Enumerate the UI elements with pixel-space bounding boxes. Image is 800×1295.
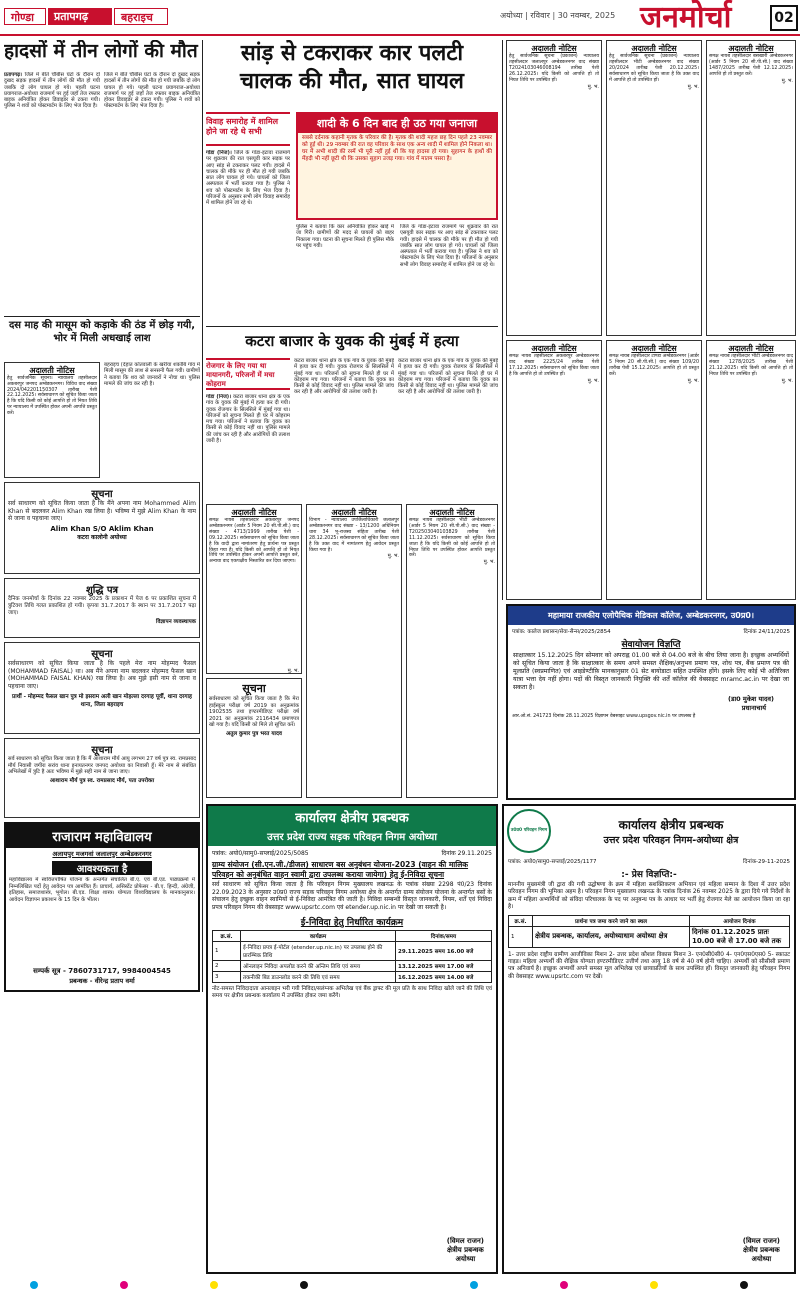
notice-mid-1-sign: मु. भ. xyxy=(287,668,299,674)
recruitment-venue-table xyxy=(508,915,790,948)
notice-right-4-title: अदालती नोटिस xyxy=(531,344,577,353)
table-cell: 29.11.2025 समय 16.00 बजे xyxy=(396,942,492,961)
medical-ad xyxy=(506,604,796,800)
notice-right-5-body: समक्ष नायब तहसीलदार टाण्डा अम्बेडकरनगर (आर्डर 5 नियम 20 सी.पी.सी.) वाद संख्या 109/20 तारीख पेशी 15.12.2025। आपत्ति हो तो प्रस्तुत करें। xyxy=(609,354,699,377)
table-cell: 2 xyxy=(213,961,241,972)
katra-headline: कटरा बाजार के युवक की मुंबई में हत्या xyxy=(245,332,459,350)
upsrtc-right-sign-place: अयोध्या xyxy=(751,1255,772,1263)
upsrtc-left-sign-title: क्षेत्रीय प्रबन्धक xyxy=(446,1246,484,1254)
alim-body: सर्व साधारण को सूचित किया जाता है कि मैंने अपना नाम Mohammed Alim Khan से बदलकर Alim Khan रख लिया है। भविष्य में मुझे Alim Khan के नाम से जाना व पहचाना जाए। xyxy=(8,500,196,522)
upsrtc-right-body: माननीय मुख्यमंत्री जी द्वारा की गयी उद्घोषणा के क्रम में महिला सशक्तिकरण अभियान एवं महिला सम्मान के दिशा में उत्तर प्रदेश परिवहन निगम की भूमिका अहम है। परिवहन निगम मुख्यालय लखनऊ के पत्रांक दिनांक 26 नवम्बर 2025 के द्वारा दिये गये निर्देशों के क्रम में महिला अभ्यर्थियों को संविदा परिचालक के पद पर अनुबन्ध पत्र के आधार पर भर्ती हेतु रोजगार मेले का आयोजन किया जा रहा है। xyxy=(508,882,790,911)
college-contact: सम्पर्क सूत्र - 7860731717, 9984004545 xyxy=(33,967,171,975)
notice-left xyxy=(4,362,100,478)
alim-place: कटरा कालोनी अयोध्या xyxy=(77,533,127,541)
col1-text-cont: जिले में बीते चौबीस घंटों के दौरान दो दुखद सड़क हादसों में तीन लोगों की मौत हो गयी जबकि दो लोग घायल हो गये। पहली घटना प्रयागराज-अयोध्या राजमार्ग पर हुई जहाँ तेज रफ्तार बाइक अनियंत्रित होकर डिवाइडर से टकरा गयी। पुलिस ने शवों को पोस्टमार्टम के लिए भेज दिया है। xyxy=(104,72,200,110)
notice-ashram xyxy=(4,738,200,818)
notice-right-6 xyxy=(706,340,796,600)
ashram-body: सर्व साधारण को सूचित किया जाता है कि मैं आशाराम मौर्य आयु लगभग 27 वर्ष पुत्र स्व. रामप्रसाद मौर्य निवासी जगीरा सरांव थाना इनायतनगर जनपद अयोध्या का निवासी हूँ। मेरे नाम से संबंधित अभिलेखों में त्रुटि है अतः भविष्य में मुझे सही नाम से जाना जाए। xyxy=(8,756,196,776)
main-headline-wrap xyxy=(206,40,498,110)
katra-headline-wrap xyxy=(206,330,498,354)
college-need: आवश्यकता है xyxy=(52,861,152,875)
main-body3b: जिले के गोंडा-इटावा राजमार्ग पर शुक्रवार की रात एसयूवी कार सड़क पर आए सांड़ से टकराकर पलट गयी। हादसे में चालक की मौके पर ही मौत हो गयी जबकि सात लोग घायल हो गये। घायलों को जिला अस्पताल में भर्ती कराया गया है। पुलिस ने शव को पोस्टमार्टम के लिए भेज दिया है। परिजनों के अनुसार सभी लोग विवाह समारोह में शामिल होने जा रहे थे। xyxy=(400,224,498,268)
notice-right-5 xyxy=(606,340,702,600)
table-cell: ई-निविदा प्रपत्र ई-पोर्टल (etender.up.nic.in) पर उपलब्ध होने की प्रारम्भिक तिथि xyxy=(241,942,396,961)
notice-mid-2-body: सर्वसाधारण को सूचित किया जाता है कि मेरा हाईस्कूल परीक्षा वर्ष 2019 का अनुक्रमांक 1902535 तथा इण्टरमीडिएट परीक्षा वर्ष 2021 का अनुक्रमांक 2116434 प्रमाणपत्र खो गया है। यदि किसी को मिले तो सूचित करें। xyxy=(209,696,299,729)
notice-alim-khan xyxy=(4,482,200,574)
katra-place: गोंडा (निज)। xyxy=(206,394,232,400)
notice-mid-4-title: अदालती नोटिस xyxy=(429,508,475,517)
table-header-cell: दिनांक/समय xyxy=(396,931,492,942)
wedding-box-body: सबसे दर्दनाक कहानी मृतक के परिवार की है। मृतक की शादी महज छह दिन पहले 23 नवम्बर को हुई थी। 29 नवम्बर की रात वह परिवार के साथ एक अन्य शादी में शामिल होने निकला था। घर में अभी शादी की रस्में भी पूरी नहीं हुई थीं कि यह हादसा हो गया। सुहागन के हाथों की मेंहदी भी नहीं छूटी थी कि उसका सुहाग उजड़ गया। गांव में मातम पसरा है। xyxy=(302,135,492,162)
notice-left-title: अदालती नोटिस xyxy=(29,366,75,375)
katra-body-a xyxy=(206,394,290,498)
notice-mid-1-body: समक्ष नायब तहसीलदार अकबरपुर जनपद अम्बेडकरनगर (आर्डर 5 नियम 20 सी.पी.सी.) वाद संख्या - 4713/1999 तारीख पेशी - 09.12.2025। सर्वसाधारण को सूचित किया जाता है कि वादी द्वारा नामांतरण हेतु प्रार्थना पत्र प्रस्तुत किया गया है। यदि किसी को आपत्ति हो तो नियत तिथि पर उपस्थित होकर अपनी आपत्ति प्रस्तुत करें, अन्यथा वाद एकपक्षीय निस्तारित कर दिया जाएगा। xyxy=(209,518,299,565)
notice-right-5-title: अदालती नोटिस xyxy=(631,344,677,353)
faisal-title: सूचना xyxy=(91,649,113,660)
print-mark-icon xyxy=(740,1281,748,1289)
table-header-cell: आयोजन दिनांक xyxy=(690,915,790,926)
katra-body-c: कटरा बाजार थाना क्षेत्र के एक गांव के युवक की मुंबई में हत्या कर दी गयी। युवक रोजगार के सिलसिले में मुंबई गया था। परिजनों को सूचना मिलते ही घर में कोहराम मच गया। परिजनों ने बताया कि युवक का किसी से कोई विवाद नहीं था। पुलिस मामले की जांच कर रही है और आरोपियों की तलाश जारी है। xyxy=(398,358,498,396)
wedding-box xyxy=(296,112,498,220)
notice-right-3-title: अदालती नोटिस xyxy=(728,44,774,53)
faisal-signer: प्रार्थी - मोहम्मद फैसल खान पुत्र मो इसराम अली खान मोहल्ला दरगाह पूर्वी, थाना दरगाह थाना, जिला बहराइच xyxy=(12,694,192,709)
notice-mid-1 xyxy=(206,504,302,674)
katra-body: कटरा बाजार थाना क्षेत्र के एक गांव के युवक की मुंबई में हत्या कर दी गयी। युवक रोजगार के सिलसिले में मुंबई गया था। परिजनों को सूचना मिलते ही घर में कोहराम मच गया। परिजनों ने बताया कि युवक का किसी से कोई विवाद नहीं था। पुलिस मामले की जांच कर रही है और आरोपियों की तलाश जारी है। xyxy=(206,394,290,445)
notice-mid-3 xyxy=(306,504,402,798)
notice-mid-3-sign: मु. भ. xyxy=(387,553,399,560)
col1-body2: बहराइच (देहात कोतवाली के खरीया शकोबि गांव में मिली मासूम की लाश से सनसनी फैल गयी। ग्रामीणों ने बताया कि शव को जानवरों ने नोचा था। पुलिस मामले की जांच कर रही है। xyxy=(104,362,200,387)
notice-right-6-sign: मु. भ. xyxy=(781,377,793,384)
main-place: गोंडा (निज)। xyxy=(206,150,232,156)
table-cell: ऑनलाइन निविदा अपलोड करने की अन्तिम तिथि एवं समय xyxy=(241,961,396,972)
alim-signer: Alim Khan S/O Aklim Khan xyxy=(50,524,154,533)
print-mark-icon xyxy=(470,1281,478,1289)
notice-right-1-body: हेतु सार्वजनिक सूचना (प्रकाशन) न्यायालय तहसीलदार जलालपुर अम्बेडकरनगर वाद संख्या T2024103046008194 तारीख पेशी 26.12.2025। यदि किसी को आपत्ति हो तो नियत तिथि पर उपस्थित हों। xyxy=(509,54,599,83)
notice-right-3-sign: मु. भ. xyxy=(781,77,793,84)
upsrtc-right-sign xyxy=(743,1237,780,1264)
faisal-body: सर्वसाधारण को सूचित किया जाता है कि पहले मेरा नाम मोहम्मद फैसल (MOHAMMAD FAISAL) था। अब मैंने अपना नाम बदलकर मोहम्मद फैसल खान (MOHAMMAD FAISAL KHAN) रख लिया है। अब मुझे इसी नाम से जाना व पहचाना जाए। xyxy=(8,660,196,690)
upsrtc-logo-icon xyxy=(507,809,551,853)
upsrtc-left-table-title: ई-निविदा हेतु निर्धारित कार्यक्रम xyxy=(300,918,404,929)
medical-sign-title: प्रधानाचार्य xyxy=(741,704,766,712)
notice-mid-3-body: विभाग - न्यायालय उपजिलाधिकारी जलालपुर अम्बेडकरनगर वाद संख्या - 13/1200 अधिनियम धारा 34 भू-राजस्व संहिता तारीख पेशी 28.12.2025। सर्वसाधारण को सूचित किया जाता है कि उक्त वाद में नामांतरण हेतु आवेदन प्रस्तुत किया गया है। xyxy=(309,518,399,553)
notice-right-1-sign: मु. भ. xyxy=(587,83,599,90)
notice-mid-4-sign: मु. भ. xyxy=(483,559,495,566)
medical-date: दिनांक 24/11/2025 xyxy=(743,629,790,635)
upsrtc-right-head2: उत्तर प्रदेश परिवहन निगम-अयोध्या क्षेत्र xyxy=(603,835,739,846)
katra-body-b: कटरा बाजार थाना क्षेत्र के एक गांव के युवक की मुंबई में हत्या कर दी गयी। युवक रोजगार के सिलसिले में मुंबई गया था। परिजनों को सूचना मिलते ही घर में कोहराम मच गया। परिजनों ने बताया कि युवक का किसी से कोई विवाद नहीं था। पुलिस मामले की जांच कर रही है और आरोपियों की तलाश जारी है। xyxy=(294,358,394,396)
col1-headline2: दस माह की मासूम को कड़ाके की ठंड में छोड़ गयी, भोर में मिली अधखाई लाश xyxy=(8,320,196,344)
katra-side-head-text: रोजगार के लिए गया था मायानगरी, परिजनों में मचा कोहराम xyxy=(206,362,275,388)
college-ad xyxy=(4,822,200,992)
col1-text: जिले में बीते चौबीस घंटों के दौरान दो दुखद सड़क हादसों में तीन लोगों की मौत हो गयी जबकि दो लोग घायल हो गये। पहली घटना प्रयागराज-अयोध्या राजमार्ग पर हुई जहाँ तेज रफ्तार बाइक अनियंत्रित होकर डिवाइडर से टकरा गयी। पुलिस ने शवों को पोस्टमार्टम के लिए भेज दिया है। xyxy=(4,72,100,110)
notice-mid-3-title: अदालती नोटिस xyxy=(331,508,377,517)
notice-right-4-body: समक्ष नायब तहसीलदार अकबरपुर अम्बेडकरनगर वाद संख्या 2225/24 तारीख पेशी 17.12.2025। सर्वसाधारण को सूचित किया जाता है कि आपत्ति हो तो उपस्थित हों। xyxy=(509,354,599,377)
col1-body-b xyxy=(104,72,200,312)
notice-mid-1-title: अदालती नोटिस xyxy=(231,508,277,517)
main-headline-1: सांड़ से टकराकर कार पलटी xyxy=(240,41,464,66)
shuddhi-footer: विज्ञापन व्यवस्थापक xyxy=(156,619,196,625)
upsrtc-left-ref: पत्रांक: अयो0/सामु0-सप्लाई/2025/5085 xyxy=(212,850,309,857)
upsrtc-left-date: दिनांक 29.11.2025 xyxy=(441,850,492,857)
top-bar xyxy=(0,0,800,34)
table-row xyxy=(213,961,492,972)
college-body: महाविद्यालय में स्ववित्तपोषित योजना के अन्तर्गत संचालित बी.ए. एवं बी.एड. पाठ्यक्रमों में निम्नलिखित पदों हेतु आवेदन पत्र आमंत्रित हैं। प्राचार्य, असिस्टेंट प्रोफेसर - बी.ए. हिन्दी, अंग्रेजी, इतिहास, समाजशास्त्र, भूगोल। बी.एड. शिक्षा शास्त्र। योग्यता विश्वविद्यालय के मानकानुसार। आवेदन विज्ञापन प्रकाशन के 15 दिन के भीतर। xyxy=(9,877,195,903)
upsrtc-left-note: नोट-समस्त निविदादाता आनलाइन भरी गयी निविदा/सलंग्नक अभिलेख एवं बैंक ड्राफ्ट की मूल प्रति के साथ निविदा खोले जाने की तिथि एवं समय पर क्षेत्रीय प्रबन्धक कार्यालय में उपस्थित होकर जमा करेंगे। xyxy=(212,986,492,1000)
upsrtc-right-table-wrap xyxy=(504,913,794,950)
table-header-cell: क्र.सं. xyxy=(509,915,533,926)
upsrtc-right-refline xyxy=(504,856,794,866)
print-mark-icon xyxy=(560,1281,568,1289)
table-row xyxy=(213,972,492,983)
notice-right-1-title: अदालती नोटिस xyxy=(531,44,577,53)
dateline: अयोध्या | रविवार | 30 नवम्बर, 2025 xyxy=(500,11,616,20)
table-header-row xyxy=(509,915,790,926)
notice-right-3 xyxy=(706,40,796,336)
table-cell: दिनांक 01.12.2025 प्रातः 10.00 बजे से 17.00 बजे तक xyxy=(690,926,790,947)
upsrtc-left-sign-name: (विमल राजन) xyxy=(446,1237,484,1245)
tab-pratapgarh[interactable]: प्रतापगढ़ xyxy=(48,8,112,25)
upsrtc-logo-text: उ0प्र0 परिवहन निगम xyxy=(510,828,548,834)
masthead-logo: जनमोर्चा xyxy=(640,0,732,34)
upsrtc-right-date: दिनांक-29-11-2025 xyxy=(743,859,790,865)
table-cell: क्षेत्रीय प्रबन्धक, कार्यालय, अयोध्याधाम अयोध्या क्षेत्र xyxy=(533,926,690,947)
college-name: राजाराम महाविद्यालय xyxy=(6,824,198,848)
ashram-title: सूचना xyxy=(91,745,113,756)
upsrtc-tender-ad xyxy=(206,804,498,1274)
notice-right-6-body: समक्ष नायब तहसीलदार भीटी अम्बेडकरनगर वाद संख्या 1278/2025 तारीख पेशी 21.12.2025। यदि किसी को आपत्ति हो तो नियत तिथि पर उपस्थित हों। xyxy=(709,354,793,377)
upsrtc-right-ref: पत्रांक: अयो0/सामु0-सप्लाई/2025/1177 xyxy=(508,859,597,865)
upsrtc-right-sign-title: क्षेत्रीय प्रबन्धक xyxy=(742,1246,780,1254)
print-mark-icon xyxy=(120,1281,128,1289)
medical-subject: सेवायोजन विज्ञप्ति xyxy=(621,640,681,650)
shuddhi-body: दैनिक जनमोर्चा के दिनांक 22 नवम्बर 2025 के प्रकाशन में पेज 6 पर प्रकाशित सूचना में त्रुटिवश तिथि गलत प्रकाशित हो गयी। कृपया 31.7.2017 के स्थान पर 31.7.2017 पढ़ा जाए। xyxy=(8,596,196,616)
tender-schedule-table xyxy=(212,930,492,983)
medical-body: साक्षात्कार 15.12.2025 दिन सोमवार को अपराह्न 01.00 बजे से 04.00 बजे के बीच लिया जाना है। इच्छुक अभ्यर्थियों को सूचित किया जाता है कि साक्षात्कार के समय अपने समस्त शैक्षिक/अनुभव प्रमाण पत्र, शोध पत्र, बैंक प्रमाण पत्र की मूलप्रति (स्वप्रमाणित) एवं आइडेण्टीफ़ि मानकानुसार 01 सेट बायोडाटा सहित उपस्थित होंगे। इसके लिए कोई भी अतिरिक्त यात्रा भत्ता देय नहीं होगा। पदों की विस्तृत जानकारी नियुक्ति की शर्तें कॉलेज की वेबसाइट mramc.ac.in पर देखा जा सकता है। xyxy=(513,652,789,691)
upsrtc-left-refline xyxy=(208,846,496,860)
notice-shuddhi-patra xyxy=(4,578,200,638)
table-cell: 16.12.2025 समय 14.00 बजे xyxy=(396,972,492,983)
notice-right-6-title: अदालती नोटिस xyxy=(728,344,774,353)
upsrtc-right-sign-name: (विमल राजन) xyxy=(742,1237,780,1245)
col1-headline2-wrap xyxy=(4,319,200,359)
ashram-signer: आशाराम मौर्य पुत्र स्व. रामप्रसाद मौर्य, पता उपरोक्त xyxy=(49,777,155,784)
tab-bahraich[interactable]: बहराइच xyxy=(114,8,168,25)
upsrtc-press-ad xyxy=(502,804,796,1274)
medical-title: महामाया राजकीय एलोपैथिक मेडिकल कॉलेज, अम्बेडकरनगर, उ0प्र0। xyxy=(508,606,794,625)
wedding-box-head: शादी के 6 दिन बाद ही उठ गया जनाजा xyxy=(298,114,496,133)
notice-right-5-sign: मु. भ. xyxy=(687,377,699,384)
main-side-head xyxy=(206,112,290,146)
upsrtc-left-sign-place: अयोध्या xyxy=(455,1255,476,1263)
medical-ref: पत्रांक: कालेज प्रशासन/सेवा-सैन्स/2025/2854 xyxy=(512,629,611,635)
notice-mid-2-sign: अतुल कुमार पुत्र भरत यादव xyxy=(226,730,282,737)
alim-title: सूचना xyxy=(91,489,113,500)
col1-place: प्रतापगढ़। xyxy=(4,72,23,78)
college-manager: प्रबन्धक - वीरेन्द्र प्रताप वर्मा xyxy=(69,977,135,985)
medical-footer: आर.ओ.सं. 241723 दिनांक 28.11.2025 विज्ञापन वेबसाइट www.upsgov.nic.in पर उपलब्ध है xyxy=(512,714,696,719)
table-cell: 13.12.2025 समय 17.00 बजे xyxy=(396,961,492,972)
print-mark-icon xyxy=(30,1281,38,1289)
college-sub: अलायपुर मजगवां जलालपुर अम्बेडकरनगर xyxy=(52,850,152,858)
notice-left-body: हेतु सार्वजनिक सूचना। न्यायालय तहसीलदार अकबरपुर जनपद अम्बेडकरनगर। विविध वाद संख्या 2024/042201150307 तारीख पेशी 22.12.2025। सर्वसाधारण को सूचित किया जाता है कि यदि किसी को कोई आपत्ति हो तो नियत तिथि पर न्यायालय में उपस्थित होकर अपनी आपत्ति प्रस्तुत करें। xyxy=(7,376,97,416)
table-header-cell: कार्यक्रम xyxy=(241,931,396,942)
table-row xyxy=(509,926,790,947)
notice-right-2-sign: मु. भ. xyxy=(687,83,699,90)
upsrtc-right-criteria: 1- उत्तर प्रदेश राष्ट्रीय ग्रामीण आजीविका मिशन 2- उत्तर प्रदेश कौशल विकास मिशन 3- एन0सी0सी0 4- एन0एस0एस0 5- स्काउट गाइड। महिला अभ्यर्थी की शैक्षिक योग्यता इण्टरमीडिएट उत्तीर्ण तथा आयु 18 वर्ष से 40 वर्ष होनी चाहिए। अभ्यर्थी को सीसीसी प्रमाण पत्र अनिवार्य है। इच्छुक अभ्यर्थी अपने समस्त मूल अभिलेख एवं छायाप्रतियों के साथ उपस्थित हों। विस्तृत जानकारी हेतु परिवहन निगम की वेबसाइट www.upsrtc.com पर देखें। xyxy=(508,951,790,980)
main-body3: पुलिस ने बताया कि कार अनियंत्रित होकर खाई में जा गिरी। ग्रामीणों की मदद से घायलों को बाहर निकाला गया। घटना की सूचना मिलते ही पुलिस मौके पर पहुंच गयी। xyxy=(296,224,394,249)
print-mark-icon xyxy=(210,1281,218,1289)
table-cell: 1 xyxy=(509,926,533,947)
table-cell: 3 xyxy=(213,972,241,983)
upsrtc-left-head2: उत्तर प्रदेश राज्य सड़क परिवहन निगम अयोध्या xyxy=(208,828,496,846)
medical-refline xyxy=(508,625,794,637)
notice-mid-2 xyxy=(206,678,302,798)
table-cell: तकनीकी बिड डाउनलोड करने की तिथि एवं समय xyxy=(241,972,396,983)
upsrtc-left-head1: कार्यालय क्षेत्रीय प्रबन्धक xyxy=(208,806,496,828)
print-mark-icon xyxy=(300,1281,308,1289)
print-mark-icon xyxy=(650,1281,658,1289)
upsrtc-left-sign xyxy=(447,1237,484,1264)
upsrtc-right-heads xyxy=(551,816,791,846)
col1-body xyxy=(4,72,100,312)
table-row xyxy=(213,942,492,961)
upsrtc-right-header xyxy=(504,806,794,856)
table-header-cell: क्र.सं. xyxy=(213,931,241,942)
notice-mid-4-body: समक्ष नायब तहसीलदार भीटी अम्बेडकरनगर (आर्डर 5 नियम 20 सी.पी.सी.) वाद संख्या - T202503040103829 तारीख पेशी 11.12.2025। सर्वसाधारण को सूचित किया जाता है कि यदि किसी को कोई आपत्ति हो तो नियत तिथि पर उपस्थित होकर आपत्ति प्रस्तुत करें। xyxy=(409,518,495,559)
notice-right-1 xyxy=(506,40,602,336)
notice-right-2-title: अदालती नोटिस xyxy=(631,44,677,53)
main-headline-2: चालक की मौत, सात घायल xyxy=(240,69,464,94)
table-header-row xyxy=(213,931,492,942)
upsrtc-right-subject: :- प्रेस विज्ञप्ति:- xyxy=(621,870,677,880)
upsrtc-left-scheme: ग्राम्य संयोजन (सी.एन.जी./डीजल) साधारण बस अनुबंधन योजना-2023 (वाहन की मालिक परिवहन को अनुबंधित वाहन स्वामी द्वारा उपलब्ध कराया जायेगा) हेतु ई-निविदा सूचना xyxy=(212,860,469,879)
notice-right-4 xyxy=(506,340,602,600)
notice-right-4-sign: मु. भ. xyxy=(587,377,599,384)
notice-right-2-body: हेतु सार्वजनिक सूचना (प्रकाशन) न्यायालय तहसीलदार भीटी अम्बेडकरनगर वाद संख्या 20/2024 तारीख पेशी 20.12.2025। सर्वसाधारण को सूचित किया जाता है कि उक्त वाद में आपत्ति हो तो उपस्थित हों। xyxy=(609,54,699,83)
main-side-head-text: विवाह समारोह में शामिल होने जा रहे थे सभी xyxy=(206,117,279,136)
upsrtc-left-table-wrap xyxy=(208,930,496,983)
shuddhi-title: शुद्धि पत्र xyxy=(85,585,119,596)
main-body: जिले के गोंडा-इटावा राजमार्ग पर शुक्रवार की रात एसयूवी कार सड़क पर आए सांड़ से टकराकर पलट गयी। हादसे में चालक की मौके पर ही मौत हो गयी जबकि सात लोग घायल हो गये। घायलों को जिला अस्पताल में भर्ती कराया गया है। पुलिस ने शव को पोस्टमार्टम के लिए भेज दिया है। परिजनों के अनुसार सभी लोग विवाह समारोह में शामिल होने जा रहे थे। xyxy=(206,150,290,207)
katra-side-head xyxy=(206,358,290,390)
main-body-a xyxy=(206,150,290,320)
page-number: 02 xyxy=(770,5,798,31)
medical-sign-name: (डा0 मुकेश यादव) xyxy=(728,695,774,703)
table-header-cell: प्रार्थना पत्र जमा करने जाने का स्थल xyxy=(533,915,690,926)
upsrtc-right-head1: कार्यालय क्षेत्रीय प्रबन्धक xyxy=(618,818,724,832)
col1-headline: हादसों में तीन लोगों की मौत xyxy=(4,40,198,62)
tab-gonda[interactable]: गोण्डा xyxy=(4,8,46,25)
notice-right-2 xyxy=(606,40,702,336)
table-cell: 1 xyxy=(213,942,241,961)
notice-right-3-body: समक्ष नायब तहसीलदार बसखारी अम्बेडकरनगर (आर्डर 5 नियम 20 सी.पी.सी.) वाद संख्या 1487/2025 तारीख पेशी 12.12.2025। आपत्ति हो तो प्रस्तुत करें। xyxy=(709,54,793,77)
notice-faisal xyxy=(4,642,200,734)
notice-mid-4 xyxy=(406,504,498,798)
upsrtc-left-body: सर्व साधारण को सूचित किया जाता है कि परिवहन निगम मुख्यालय लखनऊ के पत्रांक संख्या 2298 पं0/23 दिनांक 22.09.2023 के अनुसार उ0प्र0 राज्य सड़क परिवहन निगम अयोध्या क्षेत्र के अन्तर्गत ग्राम्य संयोजन योजना के अन्तर्गत बसों के संचालन हेतु इच्छुक वाहन स्वामियों से ई-निविदा आमंत्रित की जाती है। निविदा सम्बन्धी विस्तृत जानकारी, नियम, शर्तें एवं निविदा प्रपत्र परिवहन निगम की वेबसाइट www.upsrtc.com एवं etender.up.nic.in पर देखी जा सकती है। xyxy=(212,881,492,911)
notice-mid-2-title: सूचना xyxy=(242,682,266,695)
